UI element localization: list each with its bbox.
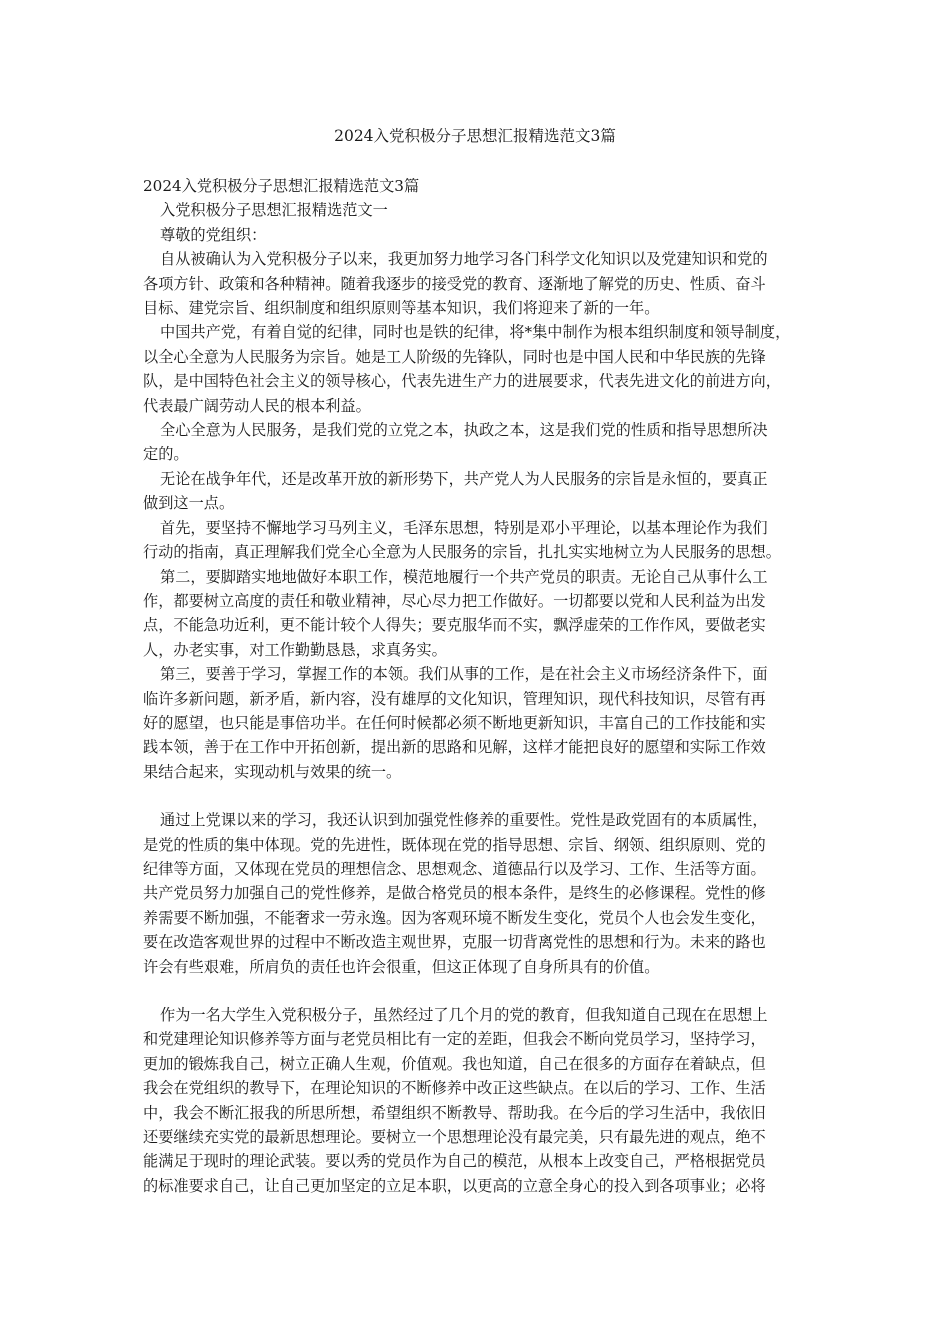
- body-line: 2024入党积极分子思想汇报精选范文3篇: [143, 177, 420, 195]
- body-line: 能满足于现时的理论武装。要以秀的党员作为自己的模范，从根本上改变自己，严格根据党员: [143, 1152, 766, 1171]
- body-line: 通过上党课以来的学习，我还认识到加强党性修养的重要性。党性是政党固有的本质属性，: [160, 811, 768, 830]
- body-line: 做到这一点。: [143, 494, 235, 513]
- body-line: 好的愿望，也只能是事倍功半。在任何时候都必须不断地更新知识，丰富自己的工作技能和实: [143, 713, 766, 732]
- body-line: 许会有些艰难，所肩负的责任也许会很重，但这正体现了自身所具有的价值。: [143, 957, 660, 976]
- body-line: 行动的指南，真正理解我们党全心全意为人民服务的宗旨，扎扎实实地树立为人民服务的思想。: [143, 543, 781, 562]
- body-line: 以全心全意为人民服务为宗旨。她是工人阶级的先锋队，同时也是中国人民和中华民族的先锋: [143, 347, 766, 366]
- body-line: 队，是中国特色社会主义的领导核心，代表先进生产力的进展要求，代表先进文化的前进方向，: [143, 372, 781, 391]
- body-line: 首先，要坚持不懈地学习马列主义，毛泽东思想，特别是邓小平理论，以基本理论作为我们: [160, 518, 768, 537]
- body-line: 全心全意为人民服务，是我们党的立党之本，执政之本，这是我们党的性质和指导思想所决: [160, 421, 768, 440]
- body-line: 要在改造客观世界的过程中不断改造主观世界，克服一切背离党性的思想和行为。未来的路也: [143, 933, 766, 952]
- body-line: 践本领，善于在工作中开拓创新，提出新的思路和见解，这样才能把良好的愿望和实际工作效: [143, 738, 766, 757]
- paragraph-gap: [143, 979, 806, 1003]
- body-line: 人，办老实事，对工作勤勤恳恳，求真务实。: [143, 640, 447, 659]
- body-line: 代表最广阔劳动人民的根本利益。: [143, 396, 371, 415]
- document-body: [143, 174, 806, 1198]
- body-line: 目标、建党宗旨、组织制度和组织原则等基本知识，我们将迎来了新的一年。: [143, 299, 660, 318]
- body-line: 作为一名大学生入党积极分子，虽然经过了几个月的党的教育，但我知道自己现在在思想上: [160, 1006, 768, 1024]
- body-line: 点，不能急功近利，更不能计较个人得失；要克服华而不实，飘浮虚荣的工作作风，要做老实: [143, 616, 766, 635]
- body-line: 纪律等方面，又体现在党员的理想信念、思想观念、道德品行以及学习、工作、生活等方面。: [143, 859, 766, 878]
- salutation: 尊敬的党组织：: [160, 225, 267, 244]
- body-line: 共产党员努力加强自己的党性修养，是做合格党员的根本条件，是终生的必修课程。党性的修: [143, 884, 766, 903]
- body-line: 果结合起来，实现动机与效果的统一。: [143, 762, 402, 781]
- body-line: 自从被确认为入党积极分子以来，我更加努力地学习各门科学文化知识以及党建知识和党的: [160, 250, 768, 269]
- body-line: 中，我会不断汇报我的所思所想，希望组织不断教导、帮助我。在今后的学习生活中，我依旧: [143, 1103, 766, 1122]
- body-line: 的标准要求自己，让自己更加坚定的立足本职，以更高的立意全身心的投入到各项事业；必将: [143, 1176, 766, 1195]
- body-line: 养需要不断加强，不能奢求一劳永逸。因为客观环境不断发生变化，党员个人也会发生变化，: [143, 908, 766, 927]
- body-line: 临许多新问题，新矛盾，新内容，没有雄厚的文化知识，管理知识，现代科技知识，尽管有再: [143, 689, 766, 708]
- body-line: 还要继续充实党的最新思想理论。要树立一个思想理论没有最完美，只有最先进的观点，绝不: [143, 1128, 766, 1147]
- body-line: 我会在党组织的教导下，在理论知识的不断修养中改正这些缺点。在以后的学习、工作、生活: [143, 1079, 766, 1098]
- body-line: 各项方针、政策和各种精神。随着我逐步的接受党的教育、逐渐地了解党的历史、性质、奋斗: [143, 274, 766, 293]
- body-line: 无论在战争年代，还是改革开放的新形势下，共产党人为人民服务的宗旨是永恒的，要真正: [160, 469, 768, 488]
- body-line: 是党的性质的集中体现。党的先进性，既体现在党的指导思想、宗旨、纲领、组织原则、党的: [143, 835, 766, 854]
- body-line: 定的。: [143, 445, 189, 464]
- body-line: 作，都要树立高度的责任和敬业精神，尽心尽力把工作做好。一切都要以党和人民利益为出发: [143, 591, 766, 610]
- body-line: 第三，要善于学习，掌握工作的本领。我们从事的工作，是在社会主义市场经济条件下，面: [160, 665, 768, 684]
- body-line: 第二，要脚踏实地地做好本职工作，模范地履行一个共产党员的职责。无论自己从事什么工: [160, 567, 768, 586]
- section-heading: 入党积极分子思想汇报精选范文一: [160, 201, 388, 220]
- body-line: 更加的锻炼我自己，树立正确人生观，价值观。我也知道，自己在很多的方面存在着缺点，但: [143, 1054, 766, 1073]
- paragraph-gap: [143, 784, 806, 808]
- body-line: 中国共产党，有着自觉的纪律，同时也是铁的纪律，将*集中制作为根本组织制度和领导制度，: [160, 323, 791, 342]
- body-line: 和党建理论知识修养等方面与老党员相比有一定的差距，但我会不断向党员学习，坚持学习，: [143, 1030, 766, 1049]
- document-title: 2024入党积极分子思想汇报精选范文3篇: [334, 127, 616, 145]
